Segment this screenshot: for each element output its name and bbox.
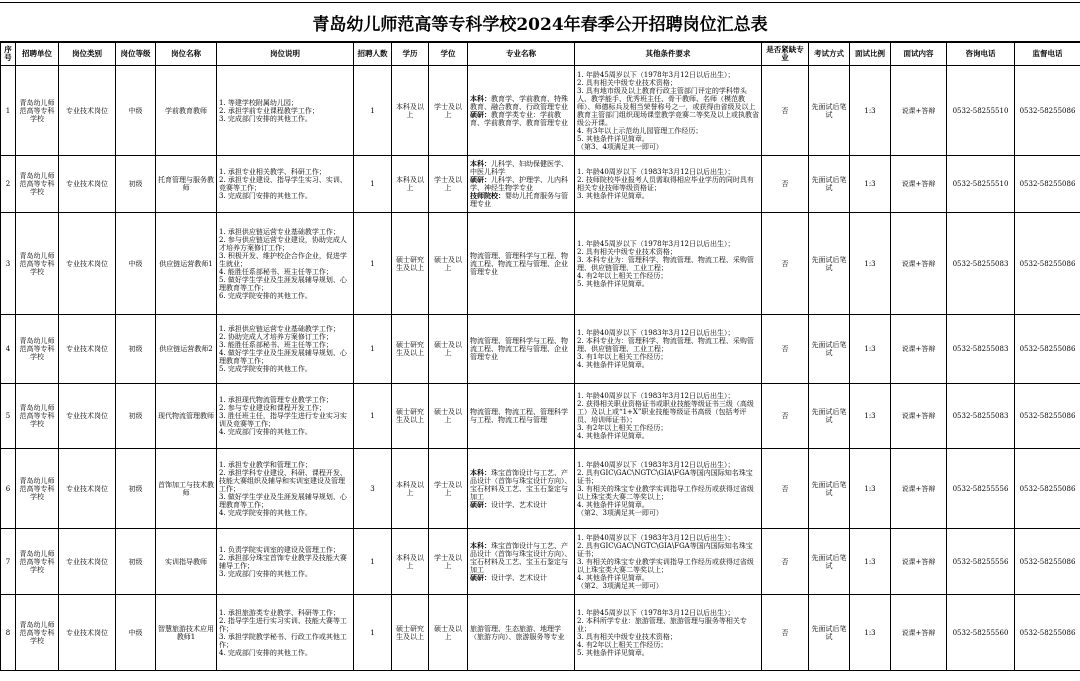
supervise-phone-cell: 0532-58255086 [1015, 66, 1080, 156]
interview-ratio-cell: 1:3 [850, 213, 891, 315]
column-header: 学历 [392, 43, 429, 66]
column-header: 专业名称 [468, 43, 575, 66]
interview-ratio-cell: 1:3 [850, 156, 891, 213]
column-header: 学位 [429, 43, 468, 66]
major-level-label: 硕研： [470, 500, 491, 509]
category-cell: 专业技术岗位 [59, 449, 116, 529]
interview-content-cell: 说课+答辩 [891, 213, 947, 315]
category-cell: 专业技术岗位 [59, 529, 116, 595]
row-number: 6 [1, 449, 16, 529]
interview-content-cell: 说课+答辩 [891, 595, 947, 671]
degree-cell: 学士及以上 [429, 449, 468, 529]
interview-ratio-cell: 1:3 [850, 449, 891, 529]
major-text: 旅游管理、生态旅游、地理学（旅游方向）、旅游服务等专业 [470, 625, 565, 641]
consult-phone-cell: 0532-58255510 [947, 156, 1015, 213]
degree-cell: 硕士及以上 [429, 595, 468, 671]
shortage-cell: 否 [762, 66, 809, 156]
supervise-phone-cell: 0532-58255086 [1015, 595, 1080, 671]
major-level-label: 本科： [470, 159, 491, 168]
column-header: 岗位说明 [217, 43, 354, 66]
positions-table [0, 42, 1080, 671]
education-cell: 本科及以上 [392, 529, 429, 595]
interview-content-cell: 说课+答辩 [891, 449, 947, 529]
major-line [470, 625, 572, 641]
unit-cell: 青岛幼儿师范高等专科学校 [16, 529, 59, 595]
major-text: 教育学、学前教育、特殊教育、融合教育、行政管理专业 [470, 95, 568, 111]
interview-ratio-cell: 1:3 [850, 529, 891, 595]
post-name-cell: 托育管理与服务教师 [156, 156, 217, 213]
column-header: 岗位名称 [156, 43, 217, 66]
supervise-phone-cell: 0532-58255086 [1015, 449, 1080, 529]
exam-method-cell: 先面试后笔试 [809, 449, 850, 529]
level-cell: 初级 [116, 315, 156, 384]
column-header: 岗位等级 [116, 43, 156, 66]
degree-cell: 硕士及以上 [429, 315, 468, 384]
major-text: 物流管理、管理科学与工程、物流工程、物流工程与管理、企业管理专业 [470, 337, 568, 361]
column-header: 考试方式 [809, 43, 850, 66]
education-cell: 本科及以上 [392, 156, 429, 213]
major-cell [468, 213, 575, 315]
table-row [1, 66, 1080, 156]
table-row [1, 315, 1080, 384]
major-line [470, 469, 572, 501]
column-header: 监督电话 [1015, 43, 1080, 66]
level-cell: 初级 [116, 529, 156, 595]
major-line [470, 192, 572, 208]
major-text: 珠宝首饰设计与工艺、产品设计（首饰与珠宝设计方向）、宝石材料及工艺、宝玉石鉴定与加工 [470, 469, 572, 501]
count-cell: 1 [354, 529, 392, 595]
major-cell [468, 315, 575, 384]
major-line [470, 574, 572, 582]
major-cell [468, 156, 575, 213]
description-cell: 1. 等建学校附属幼儿园； 2. 承担学前专业课程教学工作； 3. 完成部门安排的其他工作。 [217, 66, 354, 156]
education-cell: 硕士研究生及以上 [392, 213, 429, 315]
major-level-label: 硕研： [470, 110, 491, 119]
table-row [1, 449, 1080, 529]
exam-method-cell: 先面试后笔试 [809, 384, 850, 449]
level-cell: 初级 [116, 384, 156, 449]
count-cell: 1 [354, 66, 392, 156]
interview-content-cell: 说课+答辩 [891, 156, 947, 213]
post-name-cell: 学前教育教师 [156, 66, 217, 156]
requirements-cell: 1. 年龄40周岁以下（1983年3月12日以后出生）； 2. 获得相关职业资格证书或职业技能等级证书三级（高级工）及以上或“1+X”职业技能等级证书高级（包括考评员、培训师证书）； 3. 有2年以上相关工作经历； 4. 其他条件详见简章。 [575, 384, 762, 449]
row-number: 1 [1, 66, 16, 156]
table-row [1, 213, 1080, 315]
exam-method-cell: 先面试后笔试 [809, 529, 850, 595]
table-row [1, 384, 1080, 449]
unit-cell: 青岛幼儿师范高等专科学校 [16, 449, 59, 529]
description-cell: 1. 承担专业相关教学、科研工作； 2. 承担专业建设、指导学生实习、实训、竞赛等工作； 3. 完成部门安排的其他工作。 [217, 156, 354, 213]
consult-phone-cell: 0532-58255083 [947, 315, 1015, 384]
interview-ratio-cell: 1:3 [850, 66, 891, 156]
category-cell: 专业技术岗位 [59, 66, 116, 156]
supervise-phone-cell: 0532-58255086 [1015, 213, 1080, 315]
column-header: 面试比例 [850, 43, 891, 66]
count-cell: 3 [354, 449, 392, 529]
unit-cell: 青岛幼儿师范高等专科学校 [16, 595, 59, 671]
major-line [470, 501, 572, 509]
shortage-cell: 否 [762, 315, 809, 384]
count-cell: 1 [354, 595, 392, 671]
supervise-phone-cell: 0532-58255086 [1015, 384, 1080, 449]
major-text: 设计学、艺术设计 [491, 501, 547, 509]
count-cell: 1 [354, 315, 392, 384]
unit-cell: 青岛幼儿师范高等专科学校 [16, 156, 59, 213]
exam-method-cell: 先面试后笔试 [809, 66, 850, 156]
major-line [470, 408, 572, 424]
unit-cell: 青岛幼儿师范高等专科学校 [16, 213, 59, 315]
consult-phone-cell: 0532-58255083 [947, 213, 1015, 315]
description-cell: 1. 承担供应链运营专业基础教学工作； 2. 参与供应链运营专业建设，协助完成人才培养方案修订工作； 3. 积极开发、维护校企合作企业，促进学生就业； 4. 能胜任系部秘书、班主任等工作； 5. 做好学生学业及生涯发展辅导规划、心理教育等工作； 6. 完成学院安排的其他工作。 [217, 213, 354, 315]
post-name-cell: 智慧旅游技术应用教师1 [156, 595, 217, 671]
row-number: 2 [1, 156, 16, 213]
description-cell: 1. 承担供应链运营专业基础教学工作； 2. 协助完成人才培养方案修订工作； 3. 能胜任系部秘书、班主任等工作； 4. 做好学生学业及生涯发展辅导规划、心理教育等工作； 5. 完成学院安排的其他工作。 [217, 315, 354, 384]
supervise-phone-cell: 0532-58255086 [1015, 156, 1080, 213]
category-cell: 专业技术岗位 [59, 595, 116, 671]
row-number: 4 [1, 315, 16, 384]
column-header: 其他条件要求 [575, 43, 762, 66]
column-header: 招聘人数 [354, 43, 392, 66]
major-line [470, 95, 572, 111]
category-cell: 专业技术岗位 [59, 384, 116, 449]
major-line [470, 337, 572, 361]
requirements-cell: 1. 年龄45周岁以下（1978年3月12日以后出生）； 2. 具有相关中级专业技术资格； 3. 本科专业为：管理科学、物流管理、物流工程、采购管理、供应链管理、工业工程； 4. 有2年以上相关工作经历； 5. 其他条件详见简章。 [575, 213, 762, 315]
major-cell [468, 449, 575, 529]
requirements-cell: 1. 年龄45周岁以下（1978年3月12日以后出生）； 2. 具有相关中级专业技术资格； 3. 具有地市级及以上教育行政主管部门评定的学科带头人、教学能手、优秀班主任、骨干教师、名师（模范教师）、师德标兵及相当荣誉称号之一，或获得由省级及以上教育主管部门组织现场课堂教学竞赛二等奖及以上或执教省级公开课。 4. 有3年以上示范幼儿园管理工作经历； 5. 其他条件详见简章。 （第3、4项满足其一即可） [575, 66, 762, 156]
consult-phone-cell: 0532-58255083 [947, 384, 1015, 449]
row-number: 3 [1, 213, 16, 315]
column-header: 招聘单位 [16, 43, 59, 66]
recruitment-sheet [0, 2, 1080, 681]
major-line [470, 252, 572, 276]
exam-method-cell: 先面试后笔试 [809, 315, 850, 384]
column-header: 是否紧缺专业 [762, 43, 809, 66]
level-cell: 中级 [116, 66, 156, 156]
post-name-cell: 现代物流管理教师 [156, 384, 217, 449]
major-text: 物流管理、物流工程、管理科学与工程、物流工程与管理 [470, 408, 568, 424]
major-cell [468, 384, 575, 449]
count-cell: 1 [354, 156, 392, 213]
level-cell: 中级 [116, 213, 156, 315]
major-level-label: 本科： [470, 468, 491, 477]
major-text: 儿科学、妇幼保健医学、中医儿科学 [470, 160, 568, 176]
requirements-cell: 1. 年龄40周岁以下（1983年3月12日以后出生）； 2. 技师院校毕业报考人员需取得相应毕业学历的同时具有相关专业技师等级资格证； 3. 其他条件详见简章。 [575, 156, 762, 213]
exam-method-cell: 先面试后笔试 [809, 595, 850, 671]
major-level-label: 本科： [470, 541, 491, 550]
major-line [470, 176, 572, 192]
degree-cell: 学士及以上 [429, 529, 468, 595]
count-cell: 1 [354, 384, 392, 449]
requirements-cell: 1. 年龄40周岁以下（1983年3月12日以后出生）； 2. 本科专业为：管理科学、物流管理、物流工程、采购管理、供应链管理、工业工程； 3. 有1年以上相关工作经历； 4. 其他条件详见简章。 [575, 315, 762, 384]
degree-cell: 硕士及以上 [429, 213, 468, 315]
major-level-label: 硕研： [470, 175, 491, 184]
table-row [1, 595, 1080, 671]
degree-cell: 学士及以上 [429, 66, 468, 156]
major-text: 设计学、艺术设计 [491, 574, 547, 582]
supervise-phone-cell: 0532-58255086 [1015, 529, 1080, 595]
count-cell: 1 [354, 213, 392, 315]
exam-method-cell: 先面试后笔试 [809, 213, 850, 315]
shortage-cell: 否 [762, 213, 809, 315]
description-cell: 1. 负责学院实训室的建设及管理工作； 2. 承担部分珠宝首饰专业教学及技能大赛辅导工作； 3. 完成部门安排的其他工作。 [217, 529, 354, 595]
major-level-label: 技师院校： [470, 191, 505, 200]
row-number: 8 [1, 595, 16, 671]
description-cell: 1. 承担专业教学和管理工作； 2. 承担学科专业建设、科研、课程开发、技能大赛组织及辅导和实训室建设及管理工作； 3. 做好学生学业及生涯发展辅导规划、心理教育等工作； 4. 完成学院安排的其他工作。 [217, 449, 354, 529]
interview-ratio-cell: 1:3 [850, 315, 891, 384]
column-header: 岗位类别 [59, 43, 116, 66]
unit-cell: 青岛幼儿师范高等专科学校 [16, 315, 59, 384]
education-cell: 硕士研究生及以上 [392, 595, 429, 671]
consult-phone-cell: 0532-58255560 [947, 595, 1015, 671]
unit-cell: 青岛幼儿师范高等专科学校 [16, 66, 59, 156]
degree-cell: 硕士及以上 [429, 384, 468, 449]
shortage-cell: 否 [762, 449, 809, 529]
table-row [1, 156, 1080, 213]
shortage-cell: 否 [762, 595, 809, 671]
level-cell: 初级 [116, 156, 156, 213]
column-header: 序号 [1, 43, 16, 66]
interview-ratio-cell: 1:3 [850, 384, 891, 449]
post-name-cell: 供应链运营教师2 [156, 315, 217, 384]
page-title: 青岛幼儿师范高等专科学校2024年春季公开招聘岗位汇总表 [0, 2, 1080, 42]
supervise-phone-cell: 0532-58255086 [1015, 315, 1080, 384]
consult-phone-cell: 0532-58255556 [947, 449, 1015, 529]
major-line [470, 111, 572, 127]
post-name-cell: 供应链运营教师1 [156, 213, 217, 315]
unit-cell: 青岛幼儿师范高等专科学校 [16, 384, 59, 449]
education-cell: 本科及以上 [392, 449, 429, 529]
category-cell: 专业技术岗位 [59, 213, 116, 315]
interview-ratio-cell: 1:3 [850, 595, 891, 671]
interview-content-cell: 说课+答辩 [891, 384, 947, 449]
level-cell: 初级 [116, 449, 156, 529]
education-cell: 硕士研究生及以上 [392, 315, 429, 384]
interview-content-cell: 说课+答辩 [891, 529, 947, 595]
row-number: 5 [1, 384, 16, 449]
column-header: 咨询电话 [947, 43, 1015, 66]
description-cell: 1. 承担现代物流管理专业教学工作； 2. 参与专业建设和课程开发工作； 3. 胜任班主任，指导学生进行专业实习实训及竞赛等工作； 4. 完成部门安排的其他工作。 [217, 384, 354, 449]
major-cell [468, 595, 575, 671]
description-cell: 1. 承担旅游类专业教学、科研等工作； 2. 指导学生进行实习实训、技能大赛等工作； 3. 承担学院教学秘书、行政工作或其他工作； 4. 完成部门安排的其他工作。 [217, 595, 354, 671]
post-name-cell: 首饰加工与技术教师 [156, 449, 217, 529]
interview-content-cell: 说课+答辩 [891, 315, 947, 384]
consult-phone-cell: 0532-58255510 [947, 66, 1015, 156]
table-row [1, 529, 1080, 595]
requirements-cell: 1. 年龄45周岁以下（1978年3月12日以后出生）； 2. 本科所学专业：旅游管理、旅游管理与服务等相关专业； 3. 具有相关中级专业技术资格； 4. 有2年以上相关工作经历； 5. 其他条件详见简章。 [575, 595, 762, 671]
exam-method-cell: 先面试后笔试 [809, 156, 850, 213]
post-name-cell: 实训指导教师 [156, 529, 217, 595]
major-text: 物流管理、管理科学与工程、物流工程、物流工程与管理、企业管理专业 [470, 252, 568, 276]
table-body [1, 66, 1080, 671]
requirements-cell: 1. 年龄40周岁以下（1983年3月12日以后出生）； 2. 具有GIC\GAC\NGTC\GIA\FGA等国内国际知名珠宝证书； 3. 有相关的珠宝专业教学实训指导工作经历或获得过省级以上珠宝类大赛二等奖以上； 4. 其他条件详见简章。 （第2、3项满足其一即可） [575, 529, 762, 595]
interview-content-cell: 说课+答辩 [891, 66, 947, 156]
degree-cell: 学士及以上 [429, 156, 468, 213]
major-level-label: 本科： [470, 94, 491, 103]
major-line [470, 542, 572, 574]
category-cell: 专业技术岗位 [59, 156, 116, 213]
education-cell: 本科及以上 [392, 66, 429, 156]
header-row [1, 43, 1080, 66]
major-text: 儿科学、护理学、儿内科学、神经生物学专业 [470, 176, 568, 192]
column-header: 面试内容 [891, 43, 947, 66]
category-cell: 专业技术岗位 [59, 315, 116, 384]
shortage-cell: 否 [762, 384, 809, 449]
major-text: 珠宝首饰设计与工艺、产品设计（首饰与珠宝设计方向）、宝石材料及工艺、宝玉石鉴定与加工 [470, 542, 572, 574]
row-number: 7 [1, 529, 16, 595]
major-cell [468, 529, 575, 595]
education-cell: 硕士研究生及以上 [392, 384, 429, 449]
level-cell: 中级 [116, 595, 156, 671]
major-level-label: 硕研： [470, 573, 491, 582]
consult-phone-cell: 0532-58255556 [947, 529, 1015, 595]
major-line [470, 160, 572, 176]
major-text: 婴幼儿托育服务与管理专业 [470, 192, 568, 208]
shortage-cell: 否 [762, 156, 809, 213]
major-text: 教育学类专业：学前教育、学前教育学、教育管理专业 [470, 111, 568, 127]
requirements-cell: 1. 年龄40周岁以下（1983年3月12日以后出生）； 2. 具有GIC\GAC\NGTC\GIA\FGA等国内国际知名珠宝证书； 3. 有相关的珠宝专业教学实训指导工作经历或获得过省级以上珠宝类大赛二等奖以上； 4. 其他条件详见简章。 （第2、3项满足其一即可） [575, 449, 762, 529]
shortage-cell: 否 [762, 529, 809, 595]
major-cell [468, 66, 575, 156]
